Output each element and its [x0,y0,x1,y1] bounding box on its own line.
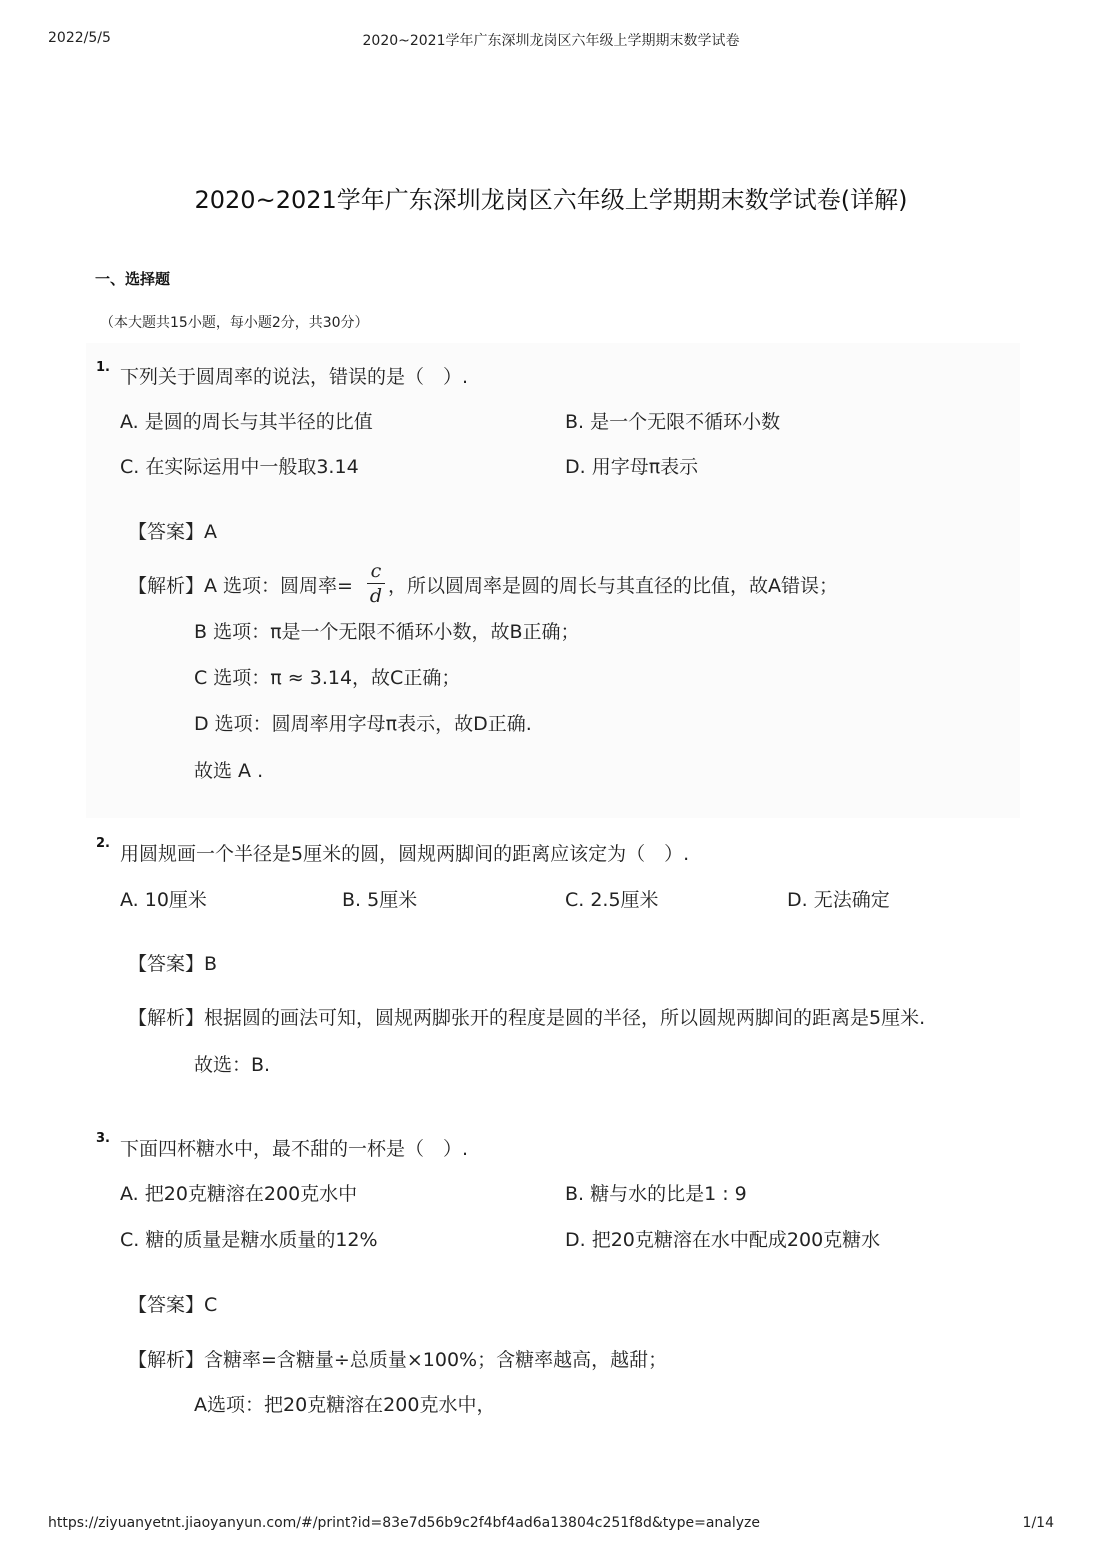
question-3-number: 3. [96,1131,110,1146]
analysis-a-pre: A 选项：圆周率= [204,575,353,597]
question-2-conclusion: 故选：B. [194,1054,271,1076]
section-title: 一、选择题 [95,270,171,288]
answer-label: 【答案】 [128,1294,205,1316]
print-date: 2022/5/5 [48,30,111,46]
question-3-analysis [128,1345,667,1372]
document-title: 2020~2021学年广东深圳龙岗区六年级上学期期末数学试卷(详解) [194,186,908,214]
question-3-option-d: D. 把20克糖溶在水中配成200克糖水 [565,1229,881,1251]
question-1-option-d: D. 用字母π表示 [565,456,699,478]
question-1-option-b: B. 是一个无限不循环小数 [565,411,781,433]
answer-label: 【答案】 [128,953,205,975]
question-3-analysis-a: A选项：把20克糖溶在200克水中， [194,1394,496,1416]
analysis-label: 【解析】 [128,1349,205,1371]
fraction-bar [367,583,385,584]
question-2-option-a: A. 10厘米 [120,889,207,911]
fraction-c-over-d [367,560,385,607]
page-number: 1/14 [1022,1515,1054,1531]
question-3-option-a: A. 把20克糖溶在200克水中 [120,1183,358,1205]
print-header-title: 2020~2021学年广东深圳龙岗区六年级上学期期末数学试卷 [362,33,740,49]
question-1-answer [128,517,217,544]
question-2-text: 用圆规画一个半径是5厘米的圆，圆规两脚间的距离应该定为（ ）. [120,843,690,865]
analysis-text: 含糖率=含糖量÷总质量×100%；含糖率越高，越甜； [204,1349,668,1371]
fraction-numerator: c [370,560,382,582]
question-2-answer [128,949,217,976]
question-3-option-b: B. 糖与水的比是1 : 9 [565,1183,747,1205]
answer-value: B [204,953,218,975]
question-2-option-b: B. 5厘米 [342,889,418,911]
question-1-analysis-a [128,571,353,598]
question-2-number: 2. [96,836,110,851]
answer-value: C [204,1294,218,1316]
question-2-analysis [128,1003,925,1030]
question-3-option-c: C. 糖的质量是糖水质量的12% [120,1229,378,1251]
analysis-label: 【解析】 [128,1007,205,1029]
question-1-analysis-d: D 选项：圆周率用字母π表示，故D正确. [194,713,532,735]
question-1-option-c: C. 在实际运用中一般取3.14 [120,456,359,478]
answer-label: 【答案】 [128,521,205,543]
question-1-conclusion: 故选 A . [194,760,264,782]
question-1-text: 下列关于圆周率的说法，错误的是（ ）. [120,366,469,388]
question-1-option-a: A. 是圆的周长与其半径的比值 [120,411,373,433]
question-1-number: 1. [96,360,110,375]
analysis-text: 根据圆的画法可知，圆规两脚张开的程度是圆的半径，所以圆规两脚间的距离是5厘米. [204,1007,926,1029]
question-2-option-c: C. 2.5厘米 [565,889,659,911]
analysis-label: 【解析】 [128,575,205,597]
question-3-text: 下面四杯糖水中，最不甜的一杯是（ ）. [120,1138,469,1160]
question-1-analysis-c: C 选项：π ≈ 3.14，故C正确； [194,667,461,689]
question-3-answer [128,1290,217,1317]
question-1-analysis-a-post: ，所以圆周率是圆的周长与其直径的比值，故A错误； [388,575,838,597]
fraction-denominator: d [369,585,383,607]
question-1-analysis-b: B 选项：π是一个无限不循环小数，故B正确； [194,621,580,643]
answer-value: A [204,521,218,543]
question-2-option-d: D. 无法确定 [787,889,890,911]
section-note: （本大题共15小题，每小题2分，共30分） [100,315,369,331]
print-source-url: https://ziyuanyetnt.jiaoyanyun.com/#/print?id=83e7d56b9c2f4bf4ad6a13804c251f8d&type=analyze [48,1515,760,1531]
